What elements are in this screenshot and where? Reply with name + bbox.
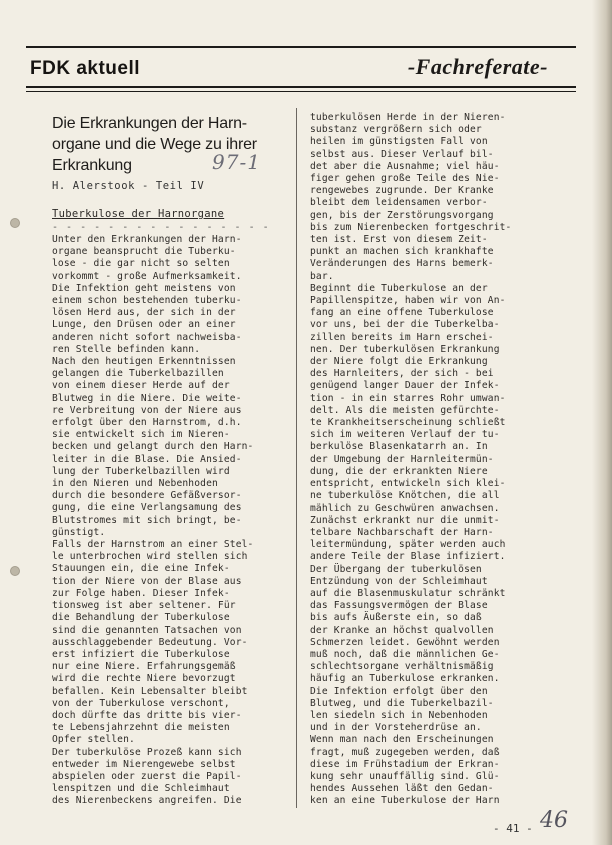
text-line: lung der Tuberkelbazillen wird (52, 465, 230, 477)
text-line: sie entwickelt sich im Nieren- (52, 429, 230, 441)
text-line: des Harnleiters, der sich - bei (310, 368, 494, 380)
text-line: len siedeln sich in Nebenhoden (310, 709, 488, 721)
text-line: Schmerzen leidet. Gewöhnt werden (310, 636, 500, 648)
text-line: mählich zu Geschwüren anwachsen. (310, 502, 500, 514)
text-line: dung, die der erkrankten Niere (310, 465, 488, 477)
top-rule (26, 46, 576, 48)
text-line: der Niere folgt die Erkrankung (310, 356, 488, 368)
text-line: Lunge, den Drüsen oder an einer (52, 319, 236, 331)
text-line: fang an eine offene Tuberkulose (310, 307, 494, 319)
text-line: te Lebensjahrzehnt die meisten (52, 722, 230, 734)
text-line: bleibt dem leidensamen verbor- (310, 197, 488, 209)
text-line: sind die genannten Tatsachen von (52, 624, 242, 636)
dash-separator: - - - - - - - - - - - - - - - - (52, 222, 270, 233)
text-line: le unterbrochen wird stellen sich (52, 551, 248, 563)
title-line: organe und die Wege zu ihrer (52, 136, 257, 153)
title-line: Die Erkrankungen der Harn- (52, 115, 247, 132)
text-line: ren Stelle befinden kann. (52, 343, 201, 355)
text-line: vor uns, bei der die Tuberkelba- (310, 319, 500, 331)
text-line: Zunächst erkrankt nur die unmit- (310, 514, 500, 526)
text-line: Der tuberkulöse Prozeß kann sich (52, 746, 242, 758)
text-line: Unter den Erkrankungen der Harn- (52, 234, 242, 245)
right-text-column (310, 112, 550, 808)
text-line: nen. Der tuberkulösen Erkrankung (310, 343, 500, 355)
text-line: tionsweg ist aber seltener. Für (52, 600, 236, 612)
text-line: selbst aus. Dieser Verlauf bil- (310, 148, 494, 160)
text-line: in den Nieren und Nebenhoden (52, 478, 218, 490)
article-author: H. Alerstook - Teil IV (52, 180, 205, 192)
text-line: durch die besondere Gefäßversor- (52, 490, 242, 502)
text-line: zillen bereits im Harn erschei- (310, 331, 494, 343)
text-line: leiter in die Blase. Die Ansied- (52, 453, 242, 465)
text-line: Die Infektion geht meistens von (52, 282, 236, 294)
text-line: günstigt. (52, 526, 106, 538)
text-line: ausschlaggebender Bedeutung. Vor- (52, 636, 248, 648)
text-line: gelangen die Tuberkelbazillen (52, 368, 224, 380)
text-line: leitermündung, später werden auch (310, 539, 506, 551)
text-line: te Krankheitserscheinung schließt (310, 417, 506, 429)
text-line: Beginnt die Tuberkulose an der (310, 282, 488, 294)
text-line: wird die rechte Niere bevorzugt (52, 673, 236, 685)
text-line: und in der Vorsteherdrüse an. (310, 722, 482, 734)
text-line: Falls der Harnstrom an einer Stel- (52, 539, 254, 551)
text-line: lose - die gar nicht so selten (52, 258, 230, 270)
text-line: entweder im Nierengewebe selbst (52, 758, 236, 770)
text-line: erfolgt über den Harnstrom, d.h. (52, 417, 242, 429)
page-number: - 41 - (493, 822, 533, 835)
text-line: gen, bis der Zerstörungsvorgang (310, 209, 494, 221)
text-line: die Behandlung der Tuberkulose (52, 612, 230, 624)
text-line: heilen im günstigsten Fall von (310, 136, 488, 148)
text-line: der Kranke an höchst qualvollen (310, 624, 494, 636)
header-section-title: -Fachreferate- (407, 54, 548, 79)
text-line: ne tuberkulöse Knötchen, die all (310, 490, 500, 502)
title-line: Erkrankung (52, 157, 132, 174)
text-line: abspielen oder zuerst die Papil- (52, 770, 242, 782)
text-line: erst infiziert die Tuberkulose (52, 648, 230, 660)
text-line: delt. Als die meisten gefürchte- (310, 404, 500, 416)
text-line: schlechtsorgane verhältnismäßig (310, 661, 494, 673)
text-line: häufig an Tuberkulose erkranken. (310, 673, 500, 685)
text-line: ten ist. Erst von diesem Zeit- (310, 234, 488, 246)
text-line: ken an eine Tuberkulose der Harn (310, 795, 500, 807)
text-line: auf die Blasenmuskulatur schränkt (310, 587, 506, 599)
handwritten-mark: 97-1 (212, 150, 261, 174)
left-text-column (52, 234, 282, 808)
header-rule-thin (26, 91, 576, 92)
text-line: gung, die eine Verlangsamung des (52, 502, 242, 514)
text-line: der Umgebung der Harnleitermün- (310, 453, 494, 465)
text-line: doch dürfte das dritte bis vier- (52, 709, 242, 721)
text-line: vorkommt - große Aufmerksamkeit. (52, 270, 242, 282)
text-line: telbare Nachbarschaft der Harn- (310, 526, 494, 538)
text-line: genügend langer Dauer der Infek- (310, 380, 500, 392)
text-line: becken und gelangt durch den Harn- (52, 441, 254, 453)
text-line: kung sehr unauffällig sind. Glü- (310, 770, 500, 782)
text-line: hendes Aussehen läßt den Gedan- (310, 783, 494, 795)
handwritten-page-number: 46 (540, 808, 568, 833)
text-line: Opfer stellen. (52, 734, 135, 746)
text-line: anderen nicht sofort nachweisba- (52, 331, 242, 343)
text-line: von einem dieser Herde auf der (52, 380, 230, 392)
text-line: fragt, muß zugegeben werden, daß (310, 746, 500, 758)
text-line: bis aufs Äußerste ein, so daß (310, 612, 482, 624)
text-line: figer gehen große Teile des Nie- (310, 173, 500, 185)
text-line: befallen. Kein Lebensalter bleibt (52, 685, 248, 697)
header-rule (26, 86, 576, 88)
text-line: bar. (310, 270, 334, 282)
text-line: bis zum Nierenbecken fortgeschrit- (310, 221, 512, 233)
text-line: Nach den heutigen Erkenntnissen (52, 356, 236, 368)
text-line: einem schon bestehenden tuberku- (52, 295, 242, 307)
column-divider (296, 108, 297, 808)
text-line: tion - in ein starres Rohr umwan- (310, 392, 506, 404)
text-line: Der Übergang der tuberkulösen (310, 563, 482, 575)
text-line: Die Infektion erfolgt über den (310, 685, 488, 697)
text-line: re Verbreitung von der Niere aus (52, 404, 242, 416)
text-line: Wenn man nach den Erscheinungen (310, 734, 494, 746)
text-line: von der Tuberkulose verschont, (52, 697, 230, 709)
text-line: tuberkulösen Herde in der Nieren- (310, 112, 506, 123)
text-line: tion der Niere von der Blase aus (52, 575, 242, 587)
text-line: muß noch, daß die männlichen Ge- (310, 648, 500, 660)
text-line: Blutstromes mit sich bringt, be- (52, 514, 242, 526)
text-line: sich im weiteren Verlauf der tu- (310, 429, 500, 441)
text-line: andere Teile der Blase infiziert. (310, 551, 506, 563)
text-line: organe beansprucht die Tuberku- (52, 246, 236, 258)
text-line: Blutweg, und die Tuberkelbazil- (310, 697, 494, 709)
header-magazine-title: FDK aktuell (30, 58, 141, 79)
page-edge-shadow (592, 0, 612, 845)
text-line: das Fassungsvermögen der Blase (310, 600, 488, 612)
text-line: rengewebes zugrunde. Der Kranke (310, 185, 494, 197)
text-line: lenspitzen und die Schleimhaut (52, 783, 230, 795)
text-line: lösen Herd aus, der sich in der (52, 307, 236, 319)
text-line: diese im Frühstadium der Erkran- (310, 758, 500, 770)
section-heading: Tuberkulose der Harnorgane (52, 208, 225, 220)
punch-hole (10, 218, 20, 228)
text-line: Papillenspitze, haben wir von An- (310, 295, 506, 307)
text-line: Veränderungen des Harns bemerk- (310, 258, 494, 270)
text-line: substanz vergrößern sich oder (310, 124, 482, 136)
text-line: nur eine Niere. Erfahrungsgemäß (52, 661, 236, 673)
text-line: entspricht, entwickeln sich klei- (310, 478, 506, 490)
text-line: Blutweg in die Niere. Die weite- (52, 392, 242, 404)
text-line: Stauungen ein, die eine Infek- (52, 563, 230, 575)
text-line: des Nierenbeckens angreifen. Die (52, 795, 242, 807)
text-line: punkt an machen sich krankhafte (310, 246, 494, 258)
text-line: zur Folge haben. Dieser Infek- (52, 587, 230, 599)
text-line: Entzündung von der Schleimhaut (310, 575, 488, 587)
text-line: berkulöse Blasenkatarrh an. In (310, 441, 488, 453)
text-line: det aber die Ausnahme; viel häu- (310, 160, 500, 172)
punch-hole (10, 566, 20, 576)
